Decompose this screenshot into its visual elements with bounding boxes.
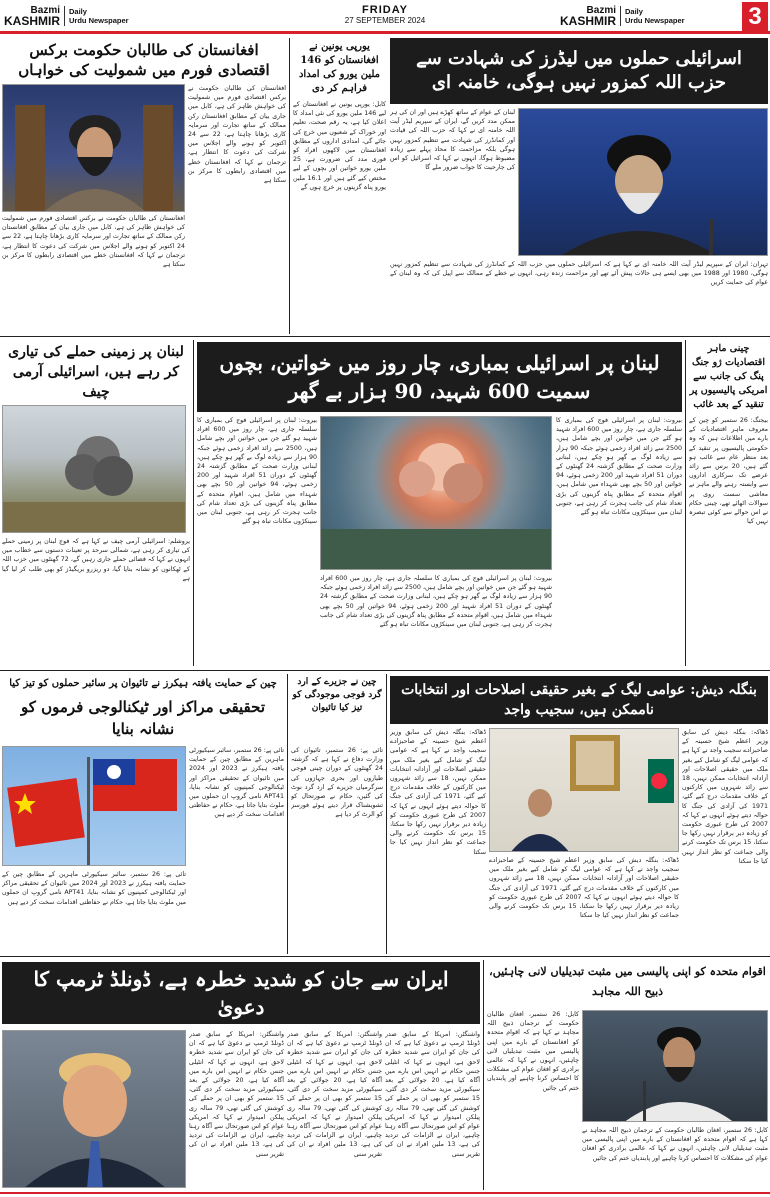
bangladesh-body-col3: ڈھاکہ: بنگلہ دیش کی سابق وزیر اعظم شیخ حسینہ کے صاحبزادے سجیب واجد نے کہا ہے کہ عوامی لیگ کو شامل کیے بغیر ملک میں حقیقی اصلاحات اور آزادانہ انتخابات ممکن نہیں، 18 سے زائد شہروں میں کارکنوں کے خلاف مقدمات درج کیے گئے، 1971 کی آزادی کی جنگ کا حوالہ دیتے ہوئے انہوں نے کہا کہ 2007 کی طرح عبوری حکومت کو زیادہ دیر برقرار نہیں رکھا جا سکتا، 15 برس تک حکومت کرنے والی جماعت کو نظر انداز نہیں کیا جا سکتا [682,729,768,865]
masthead-right [560,4,730,28]
column-rule [483,960,484,1190]
bangladesh-headline: بنگلہ دیش: عوامی لیگ کے بغیر حقیقی اصلاحات اور انتخابات ناممکن ہیں، سجیب واجد [390,676,768,724]
hackers-subheadline: تحقیقی مراکز اور ٹیکنالوجی فرموں کو نشانہ بنایا [20,698,266,738]
tagline-urdu: Urdu Newspaper [69,16,129,25]
issue-date: 27 SEPTEMBER 2024 [344,16,426,25]
zabihullah-photo [582,1010,768,1122]
khamenei-photo [518,108,768,256]
brand-tagline [69,7,129,25]
khamenei-headline: اسرائیلی حملوں میں لیڈرز کی شہادت سے حزب اللہ کمزور نہیں ہوگی، خامنہ ای [390,38,768,104]
person-photo-icon [3,1031,186,1188]
zabihullah-body-col2: کابل: 26 ستمبر، افغان طالبان حکومت کے ترجمان ذبیح اللہ مجاہد نے کہا ہے کہ اقوام متحدہ کو افغانستان کے بارے میں اپنی پالیسی میں مثبت تبدیلیاں لانی چاہئیں، انہوں نے کہا کہ عالمی برادری کو افغان عوام کی مشکلات کا احساس کرنا چاہیے اور پابندیاں ختم کی جائیں [582,1127,768,1162]
column-rule [386,674,387,954]
army-chief-headline: لبنان پر زمینی حملے کی تیاری کر رہے ہیں، اسرائیلی آرمی چیف [8,344,184,400]
brand-logo [4,5,60,27]
lebanon-bombing-headline: لبنان پر اسرائیلی بمباری، چار روز میں خواتین، بچوں سمیت 600 شہید، 90 ہزار بے گھر [197,342,682,412]
lebanon-smoke-photo [2,405,186,533]
brand-tagline-right [625,7,685,25]
column-rule [287,674,288,954]
masthead-divider [64,6,65,26]
brand-line1-right: Bazmi [586,5,616,16]
khamenei-body-col2: تہران: ایران کے سپریم لیڈر آیت اللہ خامنہ ای نے کہا ہے کہ اسرائیلی حملوں میں حزب اللہ کے کمانڈرز کی شہادت سے تنظیم کمزور نہیں ہوگی، 1980 اور 1988 میں بھی ایسے ہی حالات پیش آئے تھے اور مزاحمت زندہ رہی، انہوں نے خطے کے ممالک سے اپیل کی کہ وہ لبنان کے عوام کی حمایت کریں [390,261,768,287]
trump-body-col3: واشنگٹن: امریکا کے سابق صدر ڈونلڈ ٹرمپ نے دعویٰ کیا ہے کہ ان کی جان کو ایران سے شدید خطرہ لاحق ہے، انہوں نے کہا کہ انٹیلی جنس حکام نے انہیں اس بارے میں آگاہ کیا ہے، 20 جولائی کے بعد سیکیورٹی مزید سخت کر دی گئی، 15 ستمبر کو بھی ان پر حملے کی کوشش کی گئی تھی، 79 سالہ ری پبلکن امیدوار نے کہا کہ امریکی عوام کو اس صورتحال سے آگاہ رہنا چاہیے، ایران نے الزامات کی تردید کی ہے، 13 ملین افراد نے ان کی تقریر سنی [385,1031,480,1158]
islands-body: تائی پے: 26 ستمبر، تائیوان کی وزارت دفاع نے کہا ہے کہ گزشتہ 24 گھنٹوں کے دوران چینی فوجی طیاروں اور بحری جہازوں کی سرگرمیاں جزیرے کے ارد گرد نوٹ کی گئیں، حکام نے صورتحال کو تشویشناک قرار دیتے ہوئے فورسز کو الرٹ کر دیا ہے [291,747,383,819]
person-photo-icon [3,85,185,212]
lebanon-blast-photo [320,416,552,570]
masthead-rule [0,31,770,34]
tagline-urdu-right: Urdu Newspaper [625,16,685,25]
footer-rule [0,1192,770,1194]
explosion-icon [321,417,552,570]
column-rule [685,340,686,666]
column-rule [193,340,194,666]
zabihullah-headline: اقوام متحدہ کو اپنی پالیسی میں مثبت تبدیلیاں لانی چاہئیں، ذبیح اللہ مجاہد [489,965,766,998]
hackers-body-col1: تائی پے: 26 ستمبر، سائبر سیکیورٹی ماہرین کے مطابق چین کے حمایت یافتہ ہیکرز نے 2023 اور 2024 میں تائیوان کے تحقیقی مراکز اور ٹیکنالوجی کمپنیوں کو نشانہ بنایا، APT41 نامی گروپ ان حملوں میں ملوث بتایا جاتا ہے، حکام نے حفاظتی اقدامات سخت کر دیے ہیں [2,871,186,906]
sajeeb-wazed-photo [489,728,679,852]
taliban-spokesman-photo [2,84,185,212]
brand-line2-right: KASHMIR [560,14,616,28]
masthead-date [250,4,520,25]
page-number-badge: 3 [742,2,768,32]
china-taiwan-flags-photo [2,746,186,866]
zabihullah-body-col1: کابل: 26 ستمبر، افغان طالبان حکومت کے ترجمان ذبیح اللہ مجاہد نے کہا ہے کہ اقوام متحدہ کو افغانستان کے بارے میں اپنی پالیسی میں مثبت تبدیلیاں لانی چاہئیں، انہوں نے کہا کہ عالمی برادری کو افغان عوام کی مشکلات کا احساس کرنا چاہیے اور پابندیاں ختم کی جائیں [487,1011,579,1092]
tagline-daily: Daily [69,7,87,16]
hackers-body-col2: تائی پے: 26 ستمبر، سائبر سیکیورٹی ماہرین کے مطابق چین کے حمایت یافتہ ہیکرز نے 2023 اور 2024 میں تائیوان کے تحقیقی مراکز اور ٹیکنالوجی کمپنیوں کو نشانہ بنایا، APT41 نامی گروپ ان حملوں میں ملوث بتایا جاتا ہے، حکام نے حفاظتی اقدامات سخت کر دیے ہیں [189,747,284,819]
lebanon-body-col3: بیروت: لبنان پر اسرائیلی فوج کی بمباری کا سلسلہ جاری ہے، چار روز میں 600 افراد شہید ہو گئے جن میں خواتین اور بچے شامل ہیں، 2500 سے زائد افراد زخمی ہوئے جبکہ 90 ہزار سے زیادہ لوگ بے گھر ہو چکے ہیں، لبنانی وزارت صحت کے مطابق گزشتہ 24 گھنٹوں کے دوران 51 افراد شہید اور 200 زخمی ہوئے، 94 خواتین اور 50 بچے بھی شہداء میں شامل ہیں، اقوام متحدہ کے مطابق پناہ گزینوں کی بڑی تعداد شام کی جانب ہجرت کر رہی ہے، جنوبی لبنان میں سینکڑوں مکانات تباہ ہو گئے [556,417,682,517]
trump-body-col1: واشنگٹن: امریکا کے سابق صدر ڈونلڈ ٹرمپ نے دعویٰ کیا ہے کہ ان کی جان کو ایران سے شدید خطرہ لاحق ہے، انہوں نے کہا کہ انٹیلی جنس حکام نے انہیں اس بارے میں آگاہ کیا ہے، 20 جولائی کے بعد سیکیورٹی مزید سخت کر دی گئی، 15 ستمبر کو بھی ان پر حملے کی کوشش کی گئی تھی، 79 سالہ ری پبلکن امیدوار نے کہا کہ امریکی عوام کو اس صورتحال سے آگاہ رہنا چاہیے، ایران نے الزامات کی تردید کی ہے، 13 ملین افراد نے ان کی تقریر سنی [189,1031,284,1158]
khamenei-body-col1: لبنان کے عوام کے ساتھ کھڑے ہیں اور ان کی ہر ممکن مدد کریں گے، ایران کے سپریم لیڈر آیت اللہ خامنہ ای نے کہا کہ حزب اللہ کی قیادت اور کمانڈرز کی شہادت سے تنظیم کمزور نہیں ہوگی بلکہ مزاحمت کا محاذ پہلے سے زیادہ مضبوط ہوگا، انہوں نے کہا کہ اسرائیل کو اس کی جارحیت کا جواب ضرور ملے گا [390,109,515,172]
eu-aid-body: کابل: یورپی یونین نے افغانستان کے لیے 146 ملین یورو کی نئی امداد کا اعلان کیا ہے، یہ رقم صحت، تعلیم اور خوراک کے شعبوں میں خرچ کی جائے گی، امدادی اداروں کے مطابق افغانستان میں لاکھوں افراد کو فوری مدد کی ضرورت ہے، 25 ملین یورو خواتین اور بچوں کے لیے مختص کیے گئے ہیں اور 16.1 ملین یورو پناہ گزینوں پر خرچ ہوں گے [293,101,386,191]
tagline-daily-right: Daily [625,7,643,16]
trump-headline: ایران سے جان کو شدید خطرہ ہے، ڈونلڈ ٹرمپ کا دعویٰ [2,962,480,1024]
islands-headline: چین نے جزیرے کے ارد گرد فوجی موجودگی کو تیز کیا تائیوان [292,677,382,713]
taliban-brics-body-col1: افغانستان کی طالبان حکومت نے برکس اقتصادی فورم میں شمولیت کی خواہش ظاہر کی ہے، کابل میں جاری بیان کے مطابق افغانستان رکن ممالک کے ساتھ تجارت اور سرمایہ کاری بڑھانا چاہتا ہے، 22 سے 24 اکتوبر کو ہونے والے اجلاس میں شرکت کی دعوت کا انتظار ہے، ترجمان نے کہا کہ افغانستان خطے میں اقتصادی رابطوں کا مرکز بن سکتا ہے [188,85,286,185]
lebanon-body-col2: بیروت: لبنان پر اسرائیلی فوج کی بمباری کا سلسلہ جاری ہے، چار روز میں 600 افراد شہید ہو گئے جن میں خواتین اور بچے شامل ہیں، 2500 سے زائد افراد زخمی ہوئے جبکہ 90 ہزار سے زیادہ لوگ بے گھر ہو چکے ہیں، لبنانی وزارت صحت کے مطابق گزشتہ 24 گھنٹوں کے دوران 51 افراد شہید اور 200 زخمی ہوئے، 94 خواتین اور 50 بچے بھی شہداء میں شامل ہیں، اقوام متحدہ کے مطابق پناہ گزینوں کی بڑی تعداد شام کی جانب ہجرت کر رہی ہے، جنوبی لبنان میں سینکڑوں مکانات تباہ ہو گئے [320,575,552,629]
trump-photo [2,1030,186,1188]
masthead-divider-right [620,6,621,26]
issue-day: FRIDAY [362,4,408,16]
flags-icon [3,747,186,866]
hackers-headline: چین کے حمایت یافتہ ہیکرز نے تائیوان پر سائبر حملوں کو تیز کیا [9,678,277,689]
brand-logo-right [560,5,616,27]
person-photo-icon [583,1011,768,1122]
row-rule [0,956,770,957]
row-rule [0,670,770,671]
lebanon-body-col1: بیروت: لبنان پر اسرائیلی فوج کی بمباری کا سلسلہ جاری ہے، چار روز میں 600 افراد شہید ہو گئے جن میں خواتین اور بچے شامل ہیں، 2500 سے زائد افراد زخمی ہوئے جبکہ 90 ہزار سے زیادہ لوگ بے گھر ہو چکے ہیں، لبنانی وزارت صحت کے مطابق گزشتہ 24 گھنٹوں کے دوران 51 افراد شہید اور 200 زخمی ہوئے، 94 خواتین اور 50 بچے بھی شہداء میں شامل ہیں، اقوام متحدہ کے مطابق پناہ گزینوں کی بڑی تعداد شام کی جانب ہجرت کر رہی ہے، جنوبی لبنان میں سینکڑوں مکانات تباہ ہو گئے [197,417,317,526]
brand-line2: KASHMIR [4,14,60,28]
china-economist-body: بیجنگ: 26 ستمبر کو چین کے معروف ماہر اقتصادیات کے بارے میں اطلاعات ہیں کہ وہ حکومتی پالیسیوں پر تنقید کے بعد منظر عام سے غائب ہو گئے ہیں، 20 برس سے زائد عرصے تک سرکاری اداروں سے وابستہ رہنے والے ماہر نے معاشی سست روی پر سوالات اٹھائے تھے، چینی حکام نے اس حوالے سے کوئی تبصرہ نہیں کیا [689,417,768,526]
trump-body-col2: واشنگٹن: امریکا کے سابق صدر ڈونلڈ ٹرمپ نے دعویٰ کیا ہے کہ ان کی جان کو ایران سے شدید خطرہ لاحق ہے، انہوں نے کہا کہ انٹیلی جنس حکام نے انہیں اس بارے میں آگاہ کیا ہے، 20 جولائی کے بعد سیکیورٹی مزید سخت کر دی گئی، 15 ستمبر کو بھی ان پر حملے کی کوشش کی گئی تھی، 79 سالہ ری پبلکن امیدوار نے کہا کہ امریکی عوام کو اس صورتحال سے آگاہ رہنا چاہیے، ایران نے الزامات کی تردید کی ہے، 13 ملین افراد نے ان کی تقریر سنی [287,1031,382,1158]
person-photo-icon [490,729,679,852]
smoke-plume-icon [3,406,186,533]
taliban-brics-body-col2: افغانستان کی طالبان حکومت نے برکس اقتصادی فورم میں شمولیت کی خواہش ظاہر کی ہے، کابل میں جاری بیان کے مطابق افغانستان رکن ممالک کے ساتھ تجارت اور سرمایہ کاری بڑھانا چاہتا ہے، 22 سے 24 اکتوبر کو ہونے والے اجلاس میں شرکت کی دعوت کا انتظار ہے، ترجمان نے کہا کہ افغانستان خطے میں اقتصادی رابطوں کا مرکز بن سکتا ہے [2,215,185,269]
china-economist-headline: چینی ماہر اقتصادیات ژو جنگ پنگ کی جانب سے امریکی پالیسیوں پر تنقید کے بعد غائب [689,343,768,410]
bangladesh-body-col1: ڈھاکہ: بنگلہ دیش کی سابق وزیر اعظم شیخ حسینہ کے صاحبزادے سجیب واجد نے کہا ہے کہ عوامی لیگ کو شامل کیے بغیر ملک میں حقیقی اصلاحات اور آزادانہ انتخابات ممکن نہیں، 18 سے زائد شہروں میں کارکنوں کے خلاف مقدمات درج کیے گئے، 1971 کی آزادی کی جنگ کا حوالہ دیتے ہوئے انہوں نے کہا کہ 2007 کی طرح عبوری حکومت کو زیادہ دیر برقرار نہیں رکھا جا سکتا، 15 برس تک حکومت کرنے والی جماعت کو نظر انداز نہیں کیا جا سکتا [390,729,486,856]
column-rule [289,38,290,334]
masthead-left [4,4,154,28]
row-rule [0,336,770,337]
eu-aid-headline: یورپی یونین نے افغانستان کو 146 ملین یورو کی امداد فراہم کر دی [298,41,381,94]
brand-line1: Bazmi [30,5,60,16]
taliban-brics-headline: افغانستان کی طالبان حکومت برکس اقتصادی فورم میں شمولیت کی خواہاں [18,41,270,79]
person-photo-icon [519,109,768,256]
bangladesh-body-col2: ڈھاکہ: بنگلہ دیش کی سابق وزیر اعظم شیخ حسینہ کے صاحبزادے سجیب واجد نے کہا ہے کہ عوامی لیگ کو شامل کیے بغیر ملک میں حقیقی اصلاحات اور آزادانہ انتخابات ممکن نہیں، 18 سے زائد شہروں میں کارکنوں کے خلاف مقدمات درج کیے گئے، 1971 کی آزادی کی جنگ کا حوالہ دیتے ہوئے انہوں نے کہا کہ 2007 کی طرح عبوری حکومت کو زیادہ دیر برقرار نہیں رکھا جا سکتا، 15 برس تک حکومت کرنے والی جماعت کو نظر انداز نہیں کیا جا سکتا [489,857,679,920]
army-chief-body: یروشلم: اسرائیلی آرمی چیف نے کہا ہے کہ فوج لبنان پر زمینی حملے کی تیاری کر رہی ہے، شمالی سرحد پر تعینات دستوں سے خطاب میں انہوں نے کہا کہ فضائی حملے جاری رہیں گے، 72 گھنٹوں میں حزب اللہ کے ٹھکانوں کو نشانہ بنایا گیا، دو ریزرو بریگیڈز کو بھی طلب کر لیا گیا ہے [2,538,190,582]
